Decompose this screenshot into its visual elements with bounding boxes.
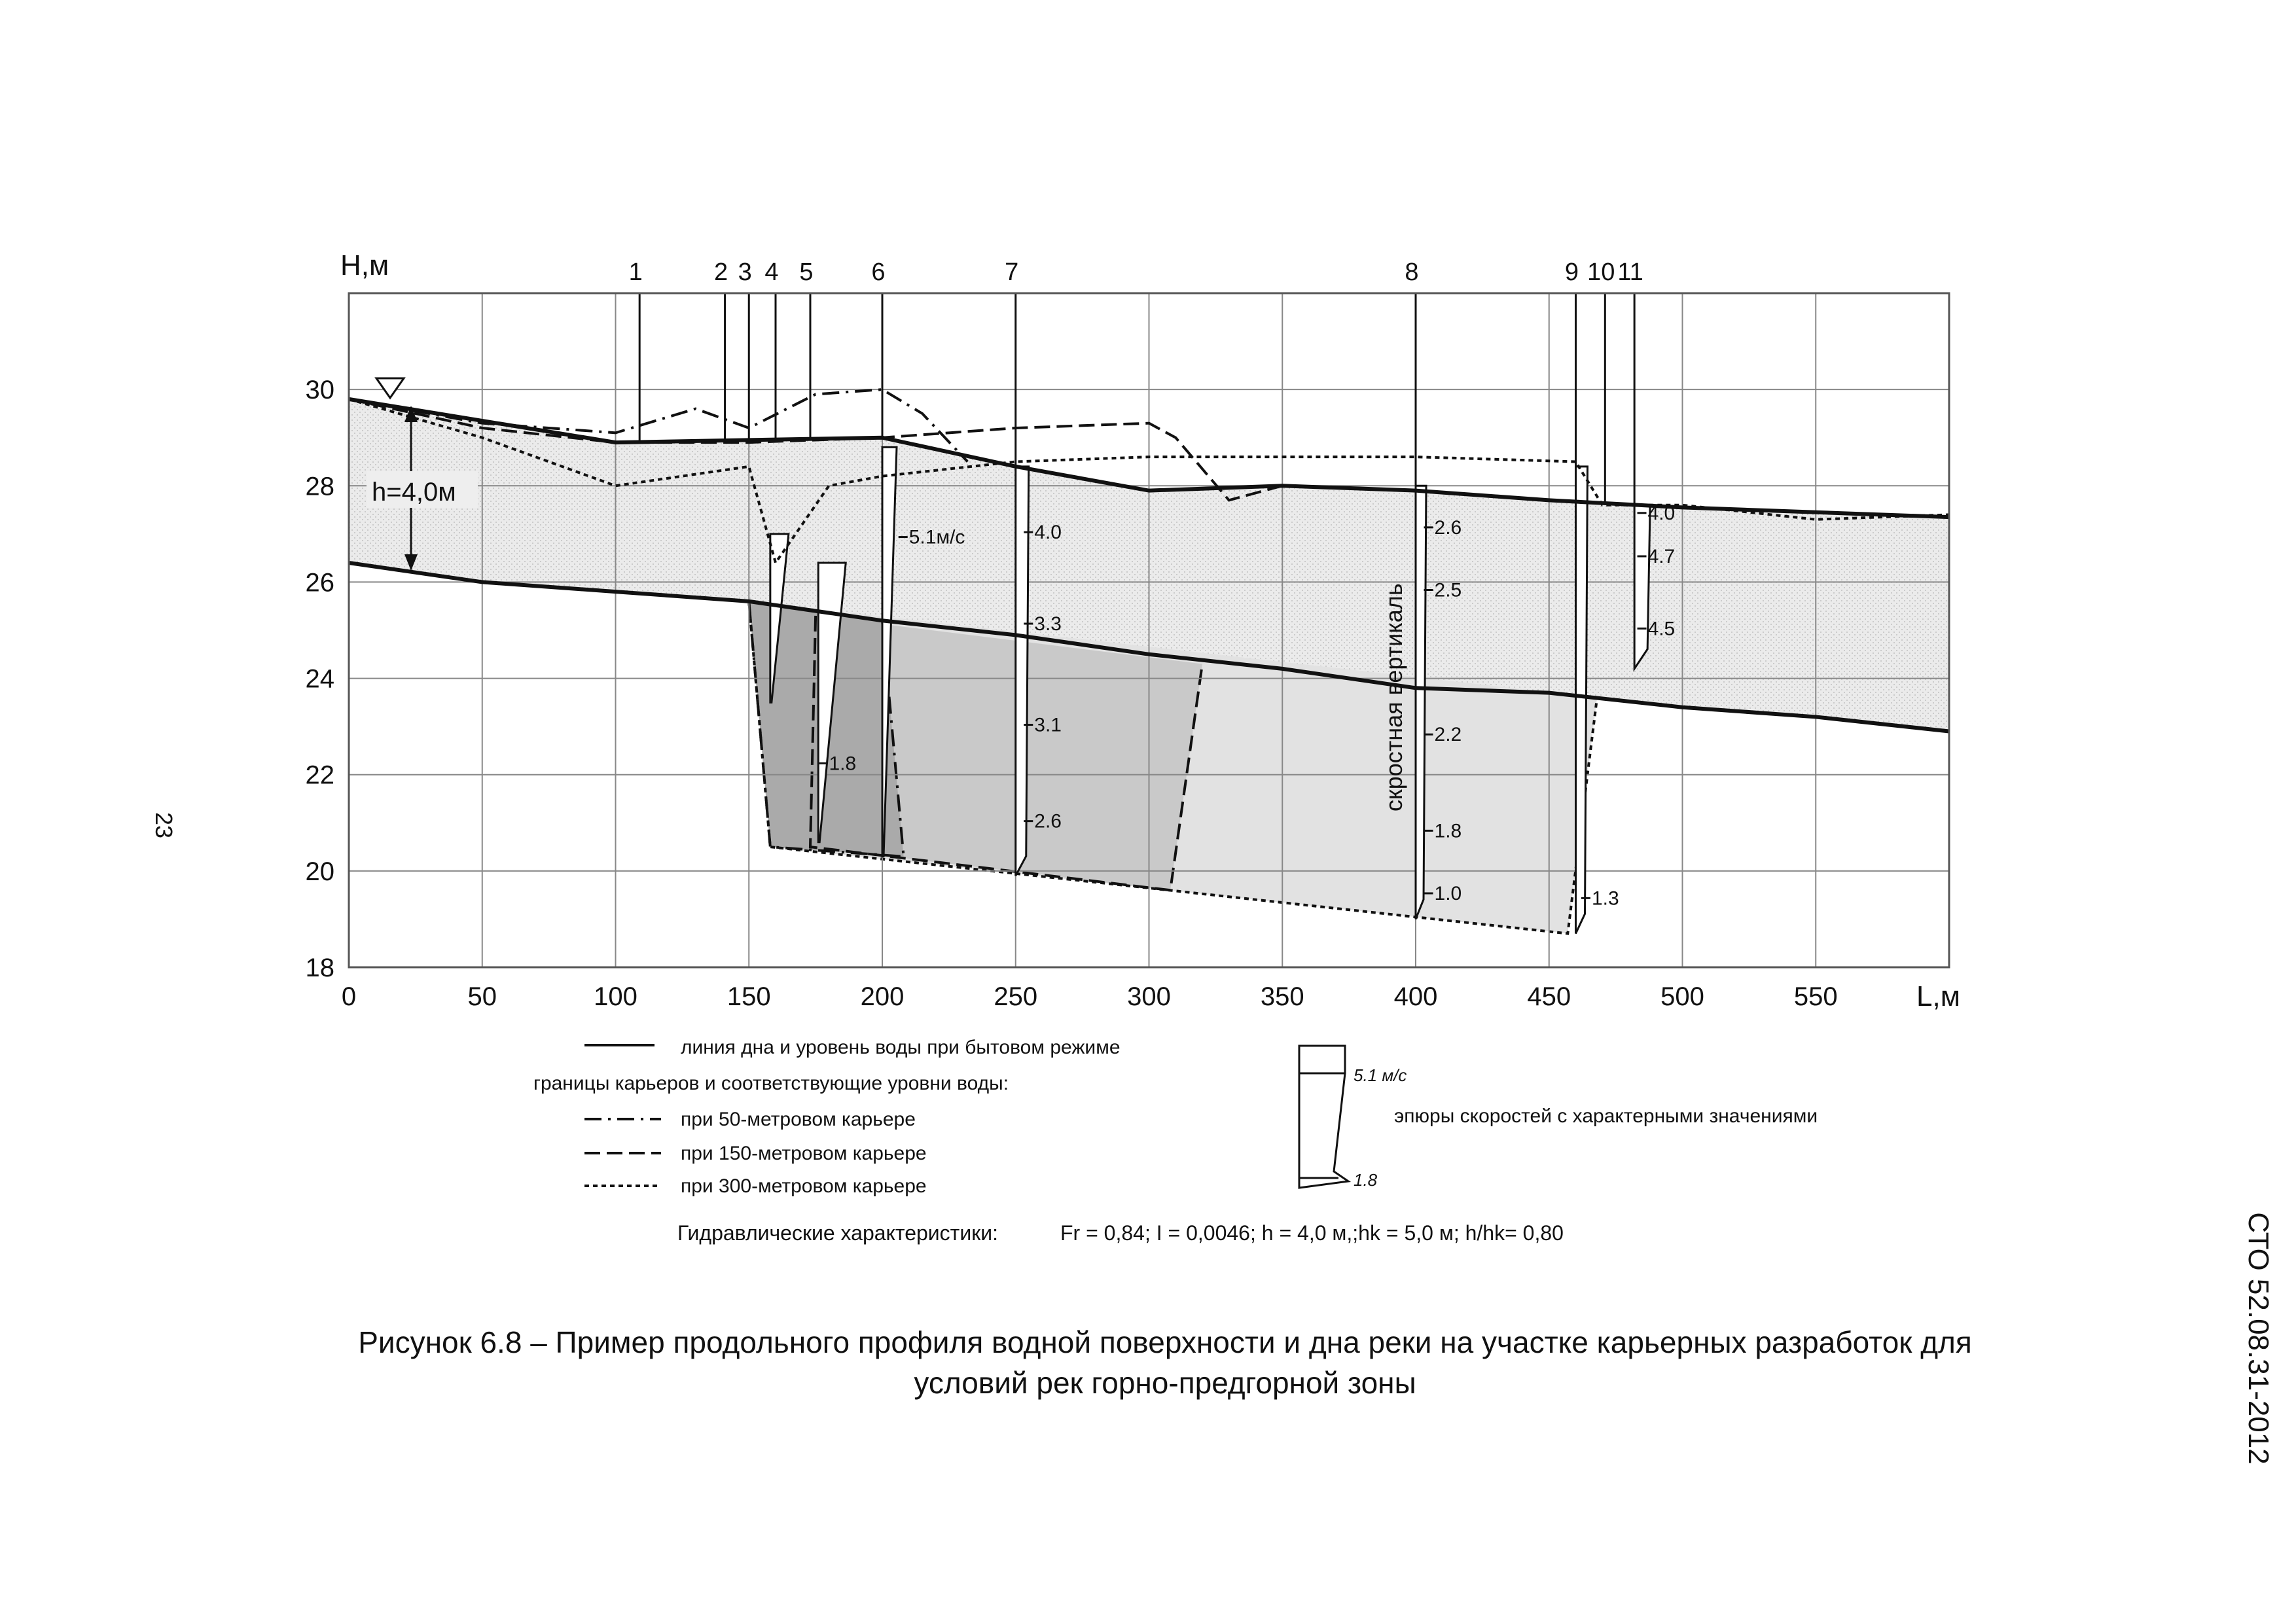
velocity-epure — [1576, 467, 1588, 934]
legend-pit-300: при 300-метровом карьере — [681, 1175, 927, 1197]
annotation-label: 1.3 — [1591, 887, 1619, 910]
caption-line-1: Рисунок 6.8 – Пример продольного профиля водной поверхности и дна реки на участке карьерных разработок для — [358, 1325, 1972, 1359]
vertical-label-10: 10 — [1587, 259, 1615, 286]
y-tick-label: 20 — [305, 857, 334, 886]
annotation-label: 1.0 — [1434, 883, 1462, 904]
x-tick-label: 50 — [467, 982, 497, 1011]
vertical-label-8: 8 — [1405, 259, 1419, 286]
x-tick-label: 450 — [1527, 982, 1571, 1011]
annotation-label: 4.0 — [1647, 502, 1676, 524]
x-tick-label: 100 — [594, 982, 637, 1011]
vertical-label-4: 4 — [764, 259, 779, 286]
velocity-epure — [1634, 505, 1650, 669]
annotation-label: 5.1м/с — [908, 526, 965, 548]
legend-epure-label: эпюры скоростей с характерными значениями — [1394, 1105, 1818, 1127]
x-tick-label: 500 — [1660, 982, 1704, 1011]
legend-pits-header: границы карьеров и соответствующие уровни воды: — [533, 1073, 1009, 1094]
hydraulics-values: Fr = 0,84; I = 0,0046; h = 4,0 м,;hk = 5,0 м; h/hk= 0,80 — [1060, 1221, 1564, 1245]
vertical-label-7: 7 — [1005, 259, 1019, 286]
figure-caption — [196, 1322, 2134, 1403]
velocity-epure — [1416, 486, 1426, 919]
x-tick-label: 250 — [994, 982, 1038, 1011]
legend-epure-bottom: 1.8 — [1354, 1170, 1378, 1190]
y-tick-label: 28 — [305, 472, 334, 501]
vertical-label-6: 6 — [871, 259, 886, 286]
x-tick-label: 200 — [860, 982, 905, 1011]
vertical-label-1: 1 — [628, 259, 643, 286]
legend — [533, 1037, 1818, 1197]
vertical-label-9: 9 — [1564, 259, 1579, 286]
legend-existing-regime: линия дна и уровень воды при бытовом режиме — [681, 1037, 1121, 1058]
x-tick-label: 550 — [1793, 982, 1838, 1011]
standard-code: СТО 52.08.31-2012 — [2242, 1212, 2274, 1465]
y-axis-label: Н,м — [340, 249, 389, 281]
y-tick-label: 30 — [305, 376, 334, 405]
legend-pit-50: при 50-метровом карьере — [681, 1109, 916, 1130]
x-tick-label: 350 — [1260, 982, 1304, 1011]
annotation-label: 2.6 — [1434, 516, 1462, 539]
y-tick-label: 18 — [305, 954, 334, 982]
x-tick-label: 400 — [1393, 982, 1438, 1011]
annotation-label: 2.5 — [1434, 579, 1462, 601]
legend-epure-top: 5.1 м/с — [1354, 1065, 1407, 1085]
x-tick-label: 0 — [341, 982, 357, 1011]
vertical-label-5: 5 — [799, 259, 814, 286]
y-tick-label: 24 — [305, 664, 334, 694]
annotation-label: 2.6 — [1034, 810, 1062, 832]
x-tick-label: 300 — [1127, 982, 1171, 1011]
vertical-label: скростная вертикаль — [1380, 583, 1407, 812]
annotation-label: 1.8 — [1434, 820, 1462, 842]
page-number: 23 — [151, 812, 178, 839]
y-tick-label: 26 — [305, 568, 334, 597]
annotation-label: 3.1 — [1034, 714, 1062, 736]
legend-epure-glyph — [1299, 1046, 1348, 1188]
annotation-label: 4.5 — [1647, 618, 1676, 640]
y-tick-label: 22 — [305, 760, 334, 790]
velocity-epure — [1016, 467, 1029, 876]
x-tick-label: 150 — [726, 982, 771, 1011]
caption-line-2: условий рек горно-предгорной зоны — [914, 1366, 1416, 1400]
legend-pit-150: при 150-метровом карьере — [681, 1143, 927, 1164]
annotation-label: 4.0 — [1034, 522, 1062, 544]
x-axis-label: L,м — [1916, 980, 1960, 1012]
vertical-label-3: 3 — [738, 259, 752, 286]
hydraulics-label: Гидравлические характеристики: — [677, 1221, 998, 1245]
annotation-label: 1.8 — [829, 753, 857, 775]
annotation-label: 2.2 — [1434, 724, 1462, 746]
vertical-label-11: 11 — [1617, 259, 1643, 286]
vertical-label-2: 2 — [714, 259, 728, 286]
annotation-label: 3.3 — [1034, 613, 1062, 635]
depth-label: h=4,0м — [372, 478, 456, 507]
water-level-triangle — [376, 378, 404, 398]
annotation-label: 4.7 — [1647, 546, 1676, 567]
